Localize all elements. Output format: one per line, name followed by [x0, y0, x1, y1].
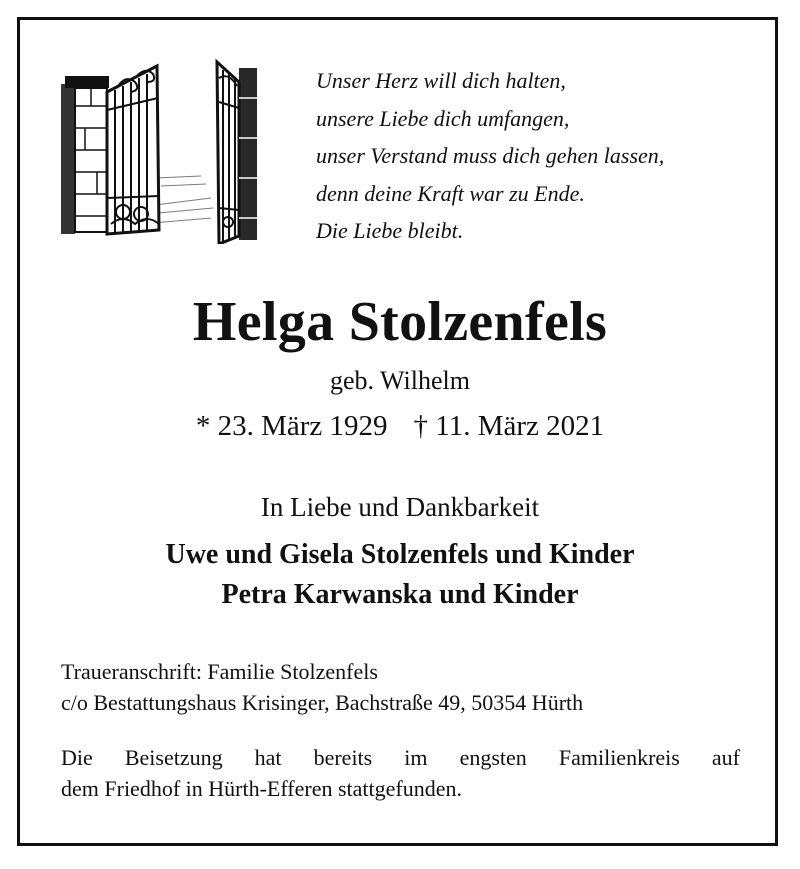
- address-line: c/o Bestattungshaus Krisinger, Bachstraße 49, 50354 Hürth: [61, 690, 584, 715]
- poem-line: unsere Liebe dich umfangen,: [316, 105, 570, 131]
- birth-date: * 23. März 1929: [195, 410, 388, 442]
- life-dates: [0, 410, 800, 443]
- address-line: Traueranschrift: Familie Stolzenfels: [61, 659, 378, 684]
- death-date: † 11. März 2021: [413, 410, 605, 442]
- poem-line: denn deine Kraft war zu Ende.: [316, 180, 585, 206]
- family-line: Petra Karwanska und Kinder: [221, 579, 579, 610]
- mourners-intro: In Liebe und Dankbarkeit: [260, 492, 540, 522]
- poem-line: Die Liebe bleibt.: [316, 218, 464, 243]
- mourners-families: [0, 535, 800, 615]
- family-line: Uwe und Gisela Stolzenfels und Kinder: [165, 539, 635, 570]
- birth-name: geb. Wilhelm: [329, 366, 470, 395]
- poem-line: unser Verstand muss dich gehen lassen,: [316, 143, 665, 168]
- poem-line: Unser Herz will dich halten,: [316, 68, 566, 93]
- burial-notice: [61, 742, 740, 804]
- notice-line: dem Friedhof in Hürth-Efferen stattgefunden.: [61, 776, 462, 801]
- mourning-address: [61, 656, 583, 718]
- deceased-name: Helga Stolzenfels: [192, 291, 608, 353]
- poem: [316, 62, 664, 250]
- open-gate-icon: [61, 58, 259, 244]
- notice-line: Die Beisetzung hat bereits im engsten Familienkreis auf: [61, 745, 740, 770]
